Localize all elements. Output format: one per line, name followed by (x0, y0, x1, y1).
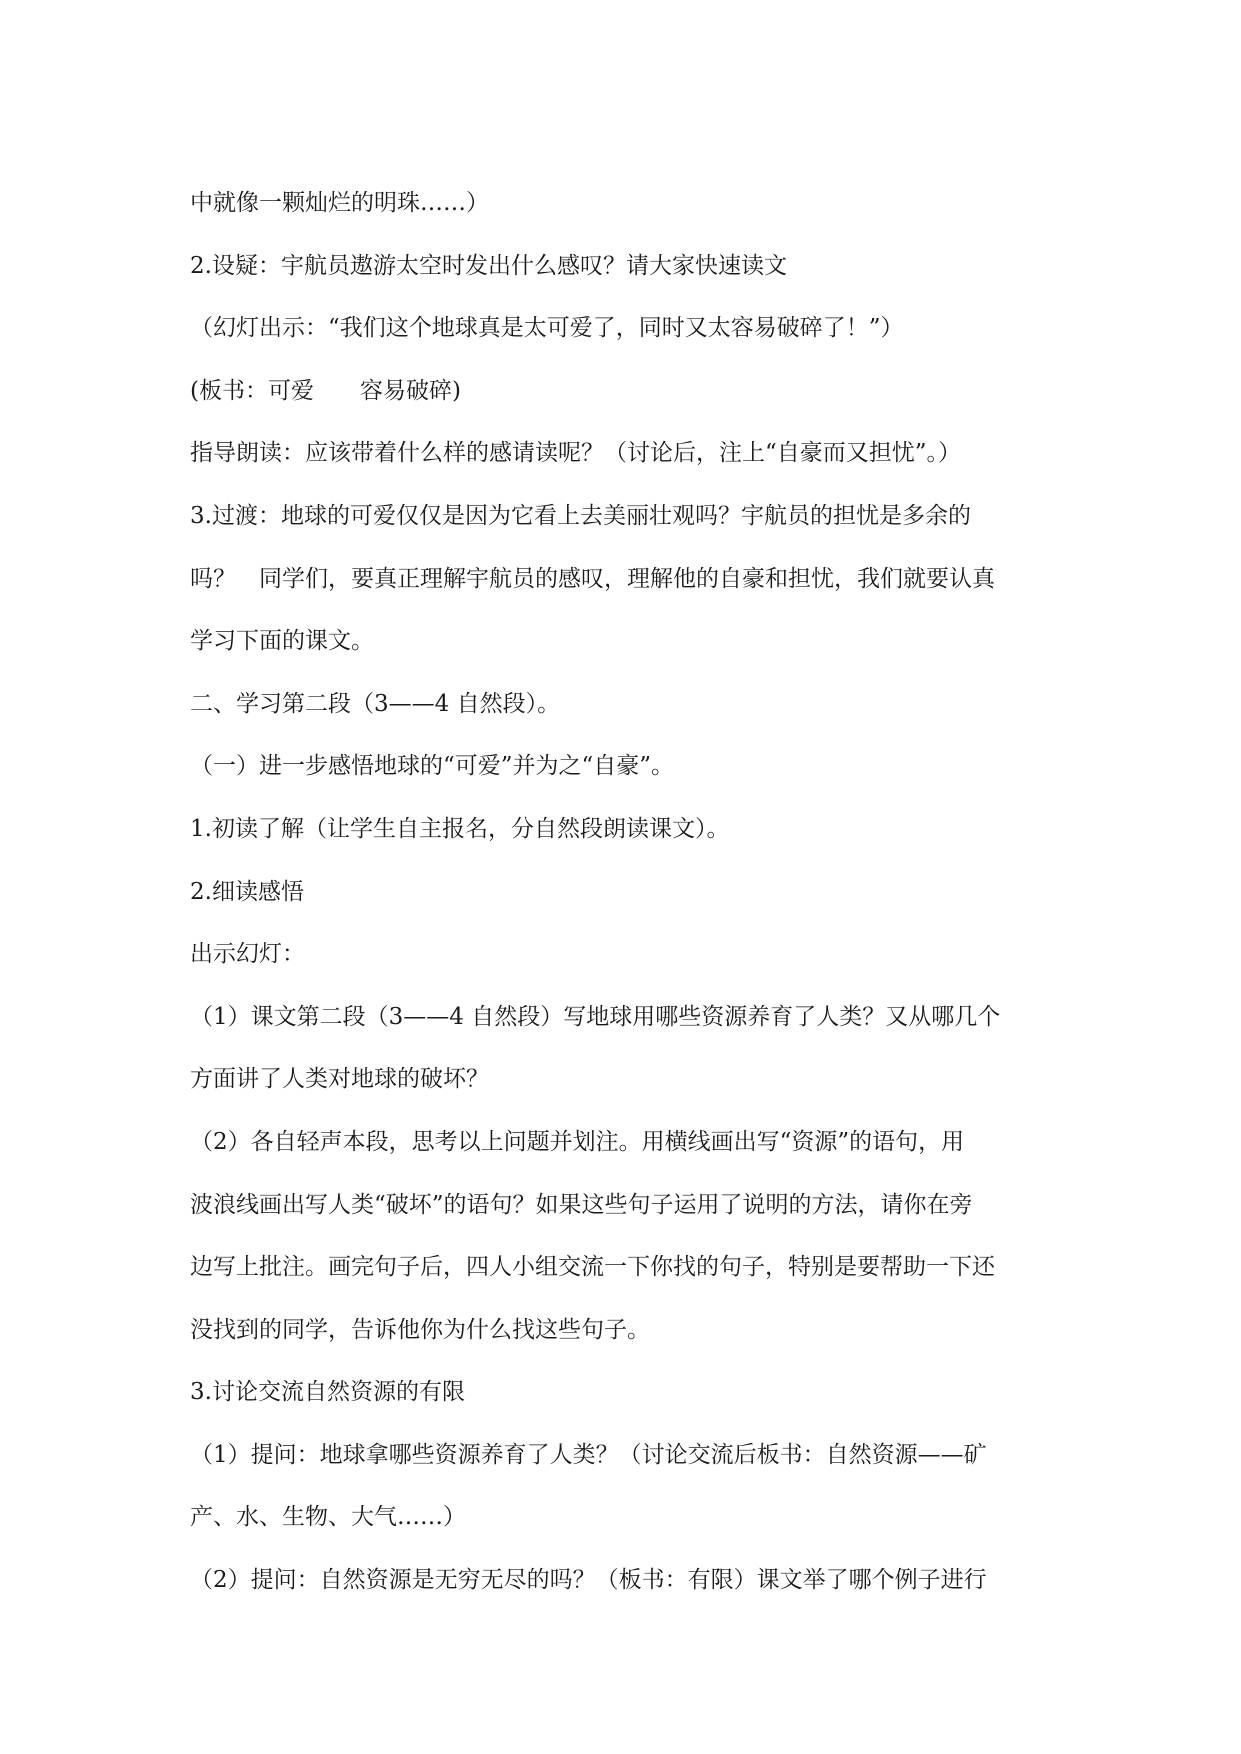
text-line: 出示幻灯： (190, 941, 305, 968)
text-line: 2.设疑：宇航员遨游太空时发出什么感叹？请大家快速读文 (190, 252, 787, 279)
text-line: （1）课文第二段（3——4 自然段）写地球用哪些资源养育了人类？又从哪几个 (190, 1003, 1001, 1030)
text-line: 波浪线画出写人类“破坏”的语句？如果这些句子运用了说明的方法，请你在旁 (190, 1191, 973, 1218)
text-line: 1.初读了解（让学生自主报名，分自然段朗读课文）。 (190, 815, 730, 842)
text-line: （幻灯出示：“我们这个地球真是太可爱了，同时又太容易破碎了！”） (190, 315, 904, 342)
text-line: 产、水、生物、大气……） (190, 1504, 466, 1531)
text-line: 吗？ 同学们，要真正理解宇航员的感叹，理解他的自豪和担忧，我们就要认真 (190, 565, 995, 592)
document-body (190, 172, 1070, 1612)
section-heading: 二、学习第二段（3——4 自然段）。 (190, 690, 561, 717)
text-line: 中就像一颗灿烂的明珠……） (190, 190, 489, 216)
text-line: 边写上批注。画完句子后，四人小组交流一下你找的句子，特别是要帮助一下还 (190, 1254, 995, 1281)
text-line: （2）各自轻声本段，思考以上问题并划注。用横线画出写“资源”的语句，用 (190, 1128, 965, 1155)
text-line: 方面讲了人类对地球的破坏？ (190, 1066, 489, 1093)
text-line: 学习下面的课文。 (190, 628, 374, 655)
subsection-heading: （一）进一步感悟地球的“可爱”并为之“自豪”。 (190, 753, 675, 780)
text-line: （2）提问：自然资源是无穷无尽的吗？（板书：有限）课文举了哪个例子进行 (190, 1567, 987, 1594)
text-line: 2.细读感悟 (190, 878, 304, 905)
text-line: 指导朗读：应该带着什么样的感请读呢？（讨论后，注上“自豪而又担忧”。） (190, 440, 962, 467)
text-line: （1）提问：地球拿哪些资源养育了人类？（讨论交流后板书：自然资源——矿 (190, 1441, 987, 1468)
text-line: 没找到的同学，告诉他你为什么找这些句子。 (190, 1316, 650, 1343)
text-line: 3.过渡：地球的可爱仅仅是因为它看上去美丽壮观吗？宇航员的担忧是多余的 (190, 502, 971, 529)
text-line: 3.讨论交流自然资源的有限 (190, 1379, 465, 1406)
text-line: (板书：可爱 容易破碎) (190, 377, 461, 404)
